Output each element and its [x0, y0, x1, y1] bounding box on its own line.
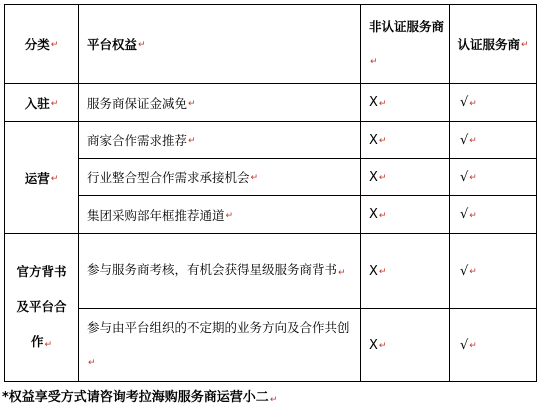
non-certified-cell: [361, 159, 449, 195]
benefit-label: 参与服务商考核，有机会获得星级服务商背书: [87, 262, 338, 277]
footnote-text: *权益享受方式请咨询考拉海购服务商运营小二: [2, 390, 269, 405]
benefit-label: 服务商保证金减免: [87, 95, 188, 111]
category-label: 官方背书及平台合作: [16, 263, 67, 349]
paragraph-mark: ↵: [469, 173, 477, 183]
check-mark: √: [460, 337, 469, 353]
certified-cell: [450, 309, 536, 381]
check-mark: √: [460, 263, 469, 279]
paragraph-mark: ↵: [378, 210, 387, 221]
paragraph-mark: ↵: [469, 210, 477, 221]
benefit-label: 参与由平台组织的不定期的业务方向及合作共创: [87, 320, 350, 335]
paragraph-mark: ↵: [188, 98, 196, 109]
paragraph-mark: ↵: [520, 40, 529, 50]
header-benefit: [79, 5, 360, 83]
footnote: [2, 386, 277, 405]
non-certified-cell: [361, 196, 449, 233]
check-mark: √: [460, 95, 469, 110]
paragraph-mark: ↵: [378, 98, 387, 109]
paragraph-mark: ↵: [378, 173, 387, 183]
certified-cell: [450, 122, 536, 158]
benefits-table-frame: [4, 4, 537, 382]
paragraph-mark: ↵: [50, 173, 59, 184]
paragraph-mark: ↵: [378, 341, 387, 351]
header-category-label: 分类: [24, 37, 50, 52]
benefit-label: 集团采购部年框推荐通道: [87, 207, 225, 223]
non-certified-cell: [361, 122, 449, 158]
non-certified-cell: [361, 309, 449, 381]
certified-cell: [450, 159, 536, 195]
paragraph-mark: ↵: [250, 173, 259, 183]
paragraph-mark: ↵: [378, 136, 387, 146]
paragraph-mark: ↵: [44, 339, 53, 350]
header-certified: [450, 5, 536, 83]
paragraph-mark: ↵: [370, 57, 378, 67]
category-onboarding: [5, 84, 78, 121]
paragraph-mark: ↵: [50, 40, 59, 50]
paragraph-mark: ↵: [469, 267, 477, 277]
header-category: [5, 5, 78, 83]
benefit-cell: [79, 309, 360, 381]
paragraph-mark: ↵: [188, 136, 196, 146]
non-certified-cell: [361, 234, 449, 308]
category-operations: [5, 122, 78, 233]
certified-cell: [450, 234, 536, 308]
non-certified-cell: [361, 84, 449, 121]
cross-mark: X: [369, 95, 378, 110]
certified-cell: [450, 84, 536, 121]
paragraph-mark: ↵: [378, 267, 387, 277]
cross-mark: X: [369, 169, 378, 185]
header-non-certified-label: 非认证服务商: [369, 19, 445, 34]
category-endorsement: [5, 234, 78, 381]
paragraph-mark: ↵: [469, 98, 477, 109]
check-mark: √: [460, 169, 469, 185]
header-benefit-label: 平台权益: [87, 37, 138, 52]
paragraph-mark: ↵: [469, 136, 477, 146]
paragraph-mark: ↵: [225, 210, 234, 221]
paragraph-mark: ↵: [138, 40, 146, 50]
benefits-table: [4, 4, 537, 382]
benefit-cell: [79, 234, 360, 308]
benefit-label: 商家合作需求推荐: [87, 133, 188, 148]
cross-mark: X: [369, 337, 378, 353]
header-non-certified: [361, 5, 449, 83]
benefit-cell: [79, 159, 360, 195]
paragraph-mark: ↵: [269, 395, 278, 405]
paragraph-mark: ↵: [469, 341, 477, 351]
category-label: 入驻: [24, 95, 50, 111]
cross-mark: X: [369, 263, 378, 279]
paragraph-mark: ↵: [338, 268, 346, 278]
cross-mark: X: [369, 207, 378, 222]
benefit-label: 行业整合型合作需求承接机会: [87, 170, 250, 185]
benefit-cell: [79, 122, 360, 158]
cross-mark: X: [369, 132, 378, 148]
category-label: 运营: [24, 170, 50, 186]
certified-cell: [450, 196, 536, 233]
check-mark: √: [460, 207, 469, 222]
benefit-cell: [79, 84, 360, 121]
paragraph-mark: ↵: [88, 358, 96, 368]
check-mark: √: [460, 132, 469, 148]
header-certified-label: 认证服务商: [457, 37, 520, 52]
benefit-cell: [79, 196, 360, 233]
paragraph-mark: ↵: [50, 98, 59, 109]
